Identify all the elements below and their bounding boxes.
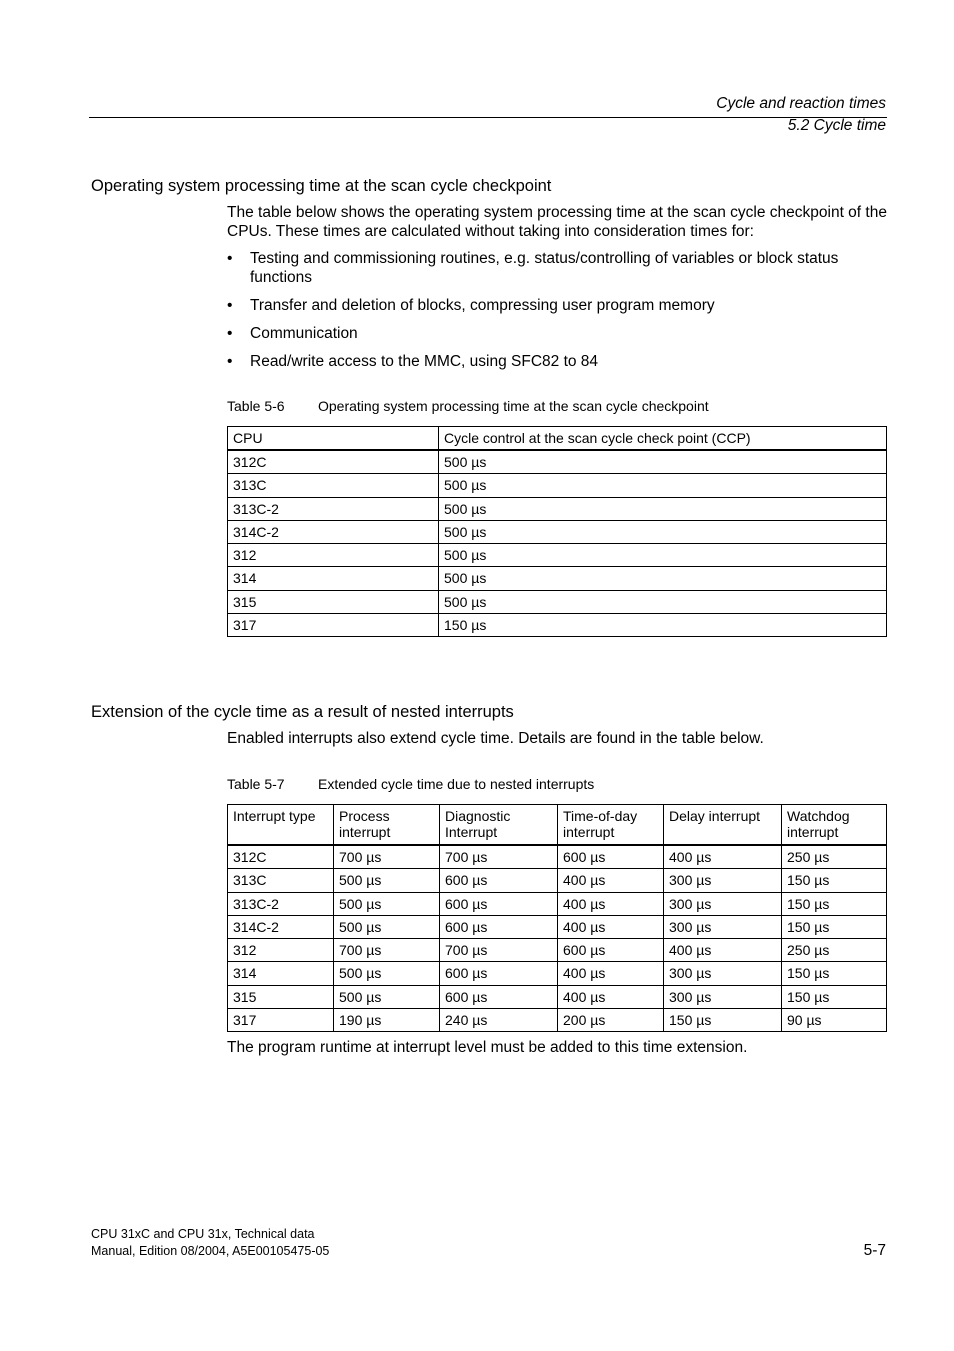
table-5-7-caption [227, 776, 594, 792]
table-cell: 400 µs [558, 915, 664, 938]
column-header: CPU [228, 427, 439, 451]
table-cell: 150 µs [664, 1009, 782, 1032]
table-cell: 200 µs [558, 1009, 664, 1032]
table-row [228, 1009, 887, 1032]
table-cell: 312C [228, 845, 334, 869]
table-row [228, 614, 887, 637]
table-cell: 500 µs [439, 474, 887, 497]
table-row [228, 845, 887, 869]
caption-number: Table 5-7 [227, 776, 285, 792]
table-cell: 500 µs [334, 962, 440, 985]
table-row [228, 567, 887, 590]
table-cell: 300 µs [664, 915, 782, 938]
table-header-row [228, 805, 887, 846]
table-cell: 400 µs [664, 939, 782, 962]
footer-document-info [91, 1226, 329, 1260]
table-cell: 400 µs [558, 985, 664, 1008]
caption-number: Table 5-6 [227, 398, 285, 414]
column-header: Process interrupt [334, 805, 440, 846]
bullet-icon: • [227, 296, 233, 314]
section2-intro: Enabled interrupts also extend cycle time. Details are found in the table below. [227, 730, 764, 747]
table-row [228, 892, 887, 915]
table-cell: 600 µs [440, 892, 558, 915]
list-item: • Communication [227, 324, 358, 342]
section2-heading: Extension of the cycle time as a result of nested interrupts [91, 703, 514, 721]
list-item: • Read/write access to the MMC, using SFC82 to 84 [227, 352, 599, 370]
table-cell: 400 µs [558, 892, 664, 915]
table-cell: 314C-2 [228, 915, 334, 938]
table-cell: 317 [228, 1009, 334, 1032]
table-cell: 315 [228, 985, 334, 1008]
table-cell: 250 µs [782, 939, 887, 962]
table-cell: 500 µs [439, 567, 887, 590]
table-cell: 500 µs [439, 590, 887, 613]
table-cell: 700 µs [440, 939, 558, 962]
table-cell: 500 µs [439, 497, 887, 520]
footer-edition: Manual, Edition 08/2004, A5E00105475-05 [91, 1244, 330, 1258]
table-row [228, 590, 887, 613]
table-cell: 600 µs [440, 915, 558, 938]
table-row [228, 450, 887, 474]
table-cell: 300 µs [664, 892, 782, 915]
table-cell: 500 µs [334, 869, 440, 892]
table-5-7 [227, 804, 887, 1032]
running-header-section: 5.2 Cycle time [787, 117, 886, 134]
section2-outro: The program runtime at interrupt level must be added to this time extension. [227, 1039, 748, 1056]
table-cell: 150 µs [782, 962, 887, 985]
column-header: Time-of-day interrupt [558, 805, 664, 846]
bullet-icon: • [227, 250, 233, 267]
list-item: • Testing and commissioning routines, e.g. status/controlling of variables or block status functions [227, 250, 839, 286]
table-cell: 150 µs [782, 915, 887, 938]
table-cell: 190 µs [334, 1009, 440, 1032]
table-cell: 313C [228, 869, 334, 892]
table-cell: 500 µs [439, 450, 887, 474]
table-row [228, 544, 887, 567]
table-cell: 400 µs [558, 962, 664, 985]
table-cell: 400 µs [558, 869, 664, 892]
bullet-icon: • [227, 352, 233, 370]
table-cell: 600 µs [440, 869, 558, 892]
table-cell: 317 [228, 614, 439, 637]
table-cell: 314 [228, 567, 439, 590]
column-header: Interrupt type [228, 805, 334, 846]
table-row [228, 962, 887, 985]
table-cell: 250 µs [782, 845, 887, 869]
table-cell: 300 µs [664, 985, 782, 1008]
table-cell: 300 µs [664, 869, 782, 892]
table-5-6-caption [227, 398, 709, 414]
table-cell: 313C [228, 474, 439, 497]
table-row [228, 497, 887, 520]
table-cell: 150 µs [782, 892, 887, 915]
table-cell: 90 µs [782, 1009, 887, 1032]
table-cell: 314 [228, 962, 334, 985]
table-cell: 150 µs [782, 869, 887, 892]
section1-heading: Operating system processing time at the scan cycle checkpoint [91, 177, 552, 195]
table-cell: 312C [228, 450, 439, 474]
column-header: Watchdog interrupt [782, 805, 887, 846]
table-cell: 312 [228, 939, 334, 962]
table-cell: 500 µs [439, 544, 887, 567]
table-row [228, 915, 887, 938]
table-cell: 500 µs [439, 520, 887, 543]
table-cell: 700 µs [334, 845, 440, 869]
table-row [228, 520, 887, 543]
section1-intro: The table below shows the operating system processing time at the scan cycle checkpoint of the CPUs. These times are calculated without taking into consideration times for: [227, 204, 887, 240]
table-cell: 313C-2 [228, 892, 334, 915]
footer-title: CPU 31xC and CPU 31x, Technical data [91, 1227, 315, 1241]
table-row [228, 939, 887, 962]
section1-bullet-list [227, 250, 887, 381]
table-row [228, 869, 887, 892]
table-5-6 [227, 426, 887, 637]
page-number: 5-7 [863, 1242, 886, 1259]
table-cell: 600 µs [558, 845, 664, 869]
table-row [228, 985, 887, 1008]
table-cell: 314C-2 [228, 520, 439, 543]
caption-text: Operating system processing time at the scan cycle checkpoint [318, 398, 709, 414]
column-header: Delay interrupt [664, 805, 782, 846]
table-cell: 600 µs [440, 985, 558, 1008]
table-cell: 500 µs [334, 892, 440, 915]
table-cell: 315 [228, 590, 439, 613]
table-cell: 500 µs [334, 915, 440, 938]
table-cell: 150 µs [439, 614, 887, 637]
table-cell: 300 µs [664, 962, 782, 985]
table-cell: 600 µs [558, 939, 664, 962]
column-header: Diagnostic Interrupt [440, 805, 558, 846]
caption-text: Extended cycle time due to nested interrupts [318, 776, 595, 792]
table-cell: 312 [228, 544, 439, 567]
table-cell: 150 µs [782, 985, 887, 1008]
table-cell: 700 µs [334, 939, 440, 962]
bullet-icon: • [227, 324, 233, 342]
table-cell: 700 µs [440, 845, 558, 869]
table-cell: 600 µs [440, 962, 558, 985]
table-cell: 240 µs [440, 1009, 558, 1032]
table-row [228, 474, 887, 497]
table-cell: 313C-2 [228, 497, 439, 520]
list-item: • Transfer and deletion of blocks, compressing user program memory [227, 296, 715, 314]
table-cell: 400 µs [664, 845, 782, 869]
column-header: Cycle control at the scan cycle check point (CCP) [439, 427, 887, 451]
table-header-row [228, 427, 887, 451]
table-cell: 500 µs [334, 985, 440, 1008]
running-header-chapter: Cycle and reaction times [716, 95, 886, 112]
header-rule [89, 117, 887, 118]
